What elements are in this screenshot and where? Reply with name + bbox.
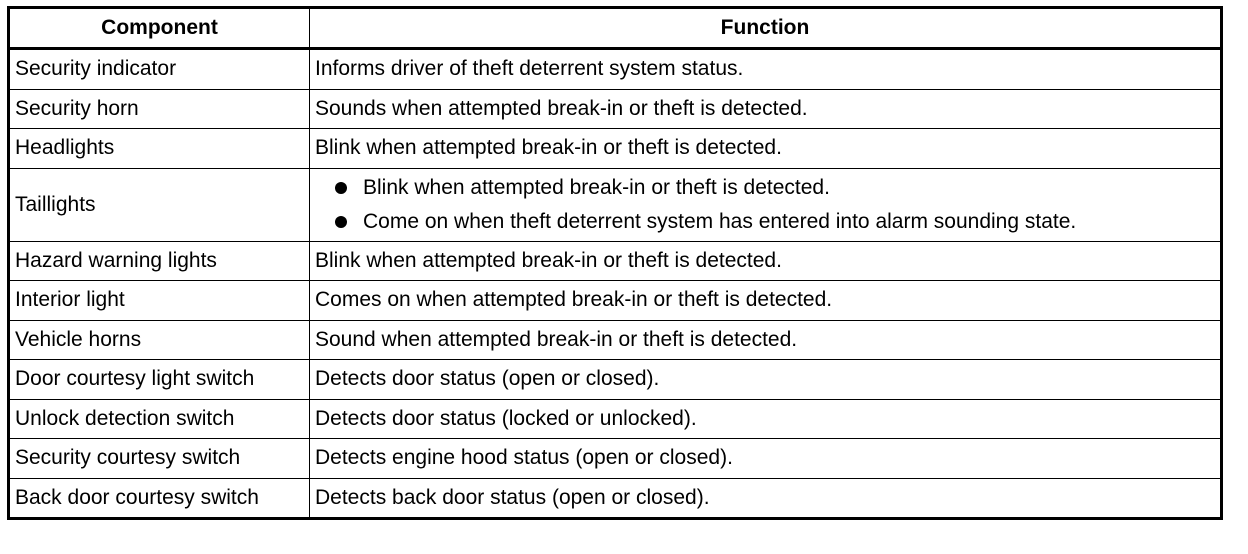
component-cell: Unlock detection switch xyxy=(9,399,310,439)
table-row xyxy=(9,281,1222,321)
component-cell: Security horn xyxy=(9,89,310,129)
table-row xyxy=(9,399,1222,439)
component-cell: Hazard warning lights xyxy=(9,241,310,281)
function-cell: Detects door status (locked or unlocked). xyxy=(310,399,1222,439)
table-row xyxy=(9,49,1222,90)
table-row xyxy=(9,168,1222,241)
table-header xyxy=(9,8,1222,49)
table-row xyxy=(9,241,1222,281)
column-header-component: Component xyxy=(9,8,310,49)
component-cell: Interior light xyxy=(9,281,310,321)
header-row xyxy=(9,8,1222,49)
table-row xyxy=(9,360,1222,400)
function-cell: Comes on when attempted break-in or theft is detected. xyxy=(310,281,1222,321)
column-header-function: Function xyxy=(310,8,1222,49)
table-row xyxy=(9,129,1222,169)
component-cell: Security courtesy switch xyxy=(9,439,310,479)
function-cell: Sounds when attempted break-in or theft is detected. xyxy=(310,89,1222,129)
table-row xyxy=(9,478,1222,519)
component-cell: Vehicle horns xyxy=(9,320,310,360)
table-row xyxy=(9,320,1222,360)
bullet-dot-icon xyxy=(335,182,347,194)
bullet-text: Blink when attempted break-in or theft is detected. xyxy=(363,175,830,199)
table-body xyxy=(9,49,1222,519)
function-cell: Informs driver of theft deterrent system status. xyxy=(310,49,1222,90)
function-cell xyxy=(310,168,1222,241)
bullet-text: Come on when theft deterrent system has entered into alarm sounding state. xyxy=(363,209,1077,233)
component-cell: Taillights xyxy=(9,168,310,241)
list-item xyxy=(315,205,1216,239)
bullet-dot-icon xyxy=(335,216,347,228)
list-item xyxy=(315,171,1216,205)
component-cell: Door courtesy light switch xyxy=(9,360,310,400)
component-cell: Headlights xyxy=(9,129,310,169)
component-cell: Security indicator xyxy=(9,49,310,90)
function-cell: Blink when attempted break-in or theft is detected. xyxy=(310,129,1222,169)
component-cell: Back door courtesy switch xyxy=(9,478,310,519)
table-row xyxy=(9,439,1222,479)
function-cell: Blink when attempted break-in or theft is detected. xyxy=(310,241,1222,281)
function-cell: Detects engine hood status (open or closed). xyxy=(310,439,1222,479)
function-cell: Sound when attempted break-in or theft is detected. xyxy=(310,320,1222,360)
component-function-table xyxy=(7,6,1223,520)
function-cell: Detects back door status (open or closed). xyxy=(310,478,1222,519)
function-cell: Detects door status (open or closed). xyxy=(310,360,1222,400)
table-row xyxy=(9,89,1222,129)
function-bullet-list xyxy=(315,171,1216,239)
